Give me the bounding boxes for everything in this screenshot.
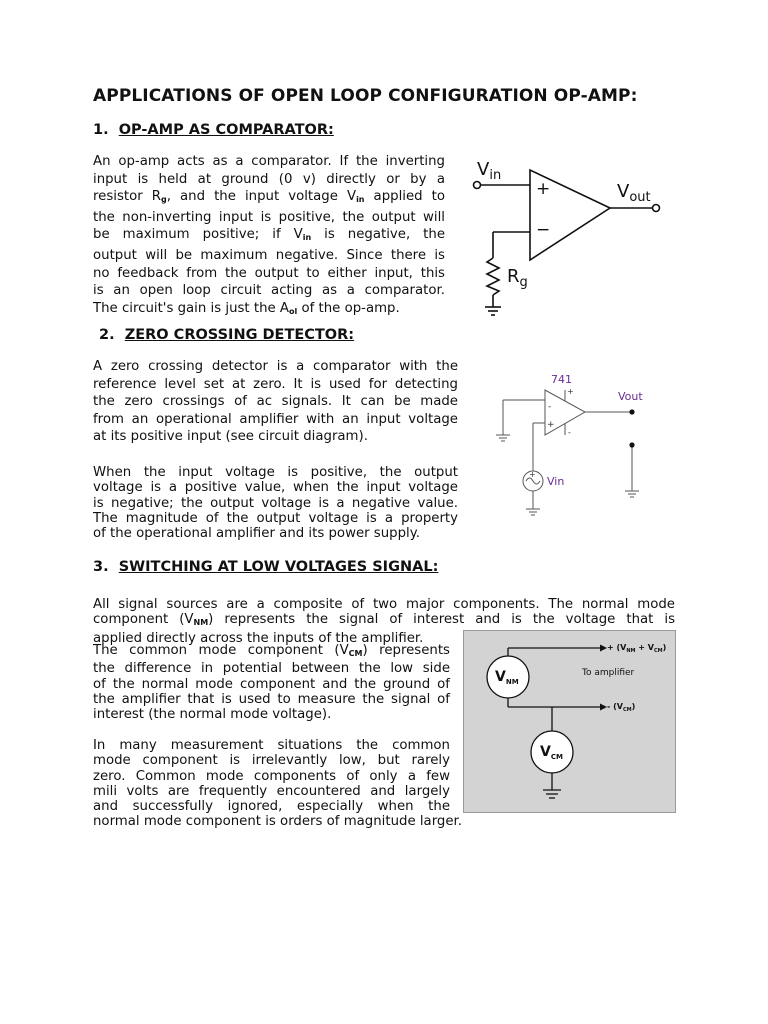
text-line: mili volts are frequently encountered and largely [93,783,450,799]
text-line: applied directly across the inputs of the amplifier. [93,630,424,646]
text-line: input is held at ground (0 v) directly or by a [93,171,445,187]
section-3-paragraph-2 [93,643,450,722]
text-line: be maximum positive; if $V_{in}$ is negative, the [93,227,445,243]
text-line: normal mode component is orders of magnitude larger. [93,814,463,830]
common-mode-diagram [463,630,676,813]
text-line: All signal sources are a composite of two major components. The normal mode [93,597,675,612]
text-line: In many measurement situations the common [93,738,450,753]
text-line: the amplifier that is used to measure the signal of [93,691,450,707]
supply-plus-sign: + [567,387,574,396]
text-line: component $(V_{NM})$ represents the signal of interest and is the voltage that is [93,612,675,628]
text-line: at its positive input (see circuit diagram). [93,429,368,445]
text-line: interest (the normal mode voltage). [93,707,332,723]
text-line: the non-inverting input is positive, the output will [93,209,445,225]
text-line: output will be maximum negative. Since there is [93,247,445,263]
section-3-paragraph-3 [93,738,463,830]
text-line: reference level set at zero. It is used for detecting [93,376,458,392]
section-1-number: 1. [93,122,109,138]
text-line: The circuit's gain is just the $A_{ol}$ of the op-amp. [93,300,400,316]
text-line: An op-amp acts as a comparator. If the inverting [93,154,445,169]
text-line: of the normal mode component and the ground of [93,676,450,692]
comparator-circuit-diagram [465,150,675,320]
section-2-paragraph-1 [93,358,458,446]
text-line: The common mode component $(V_{CM})$ represents [93,643,450,658]
section-2-number: 2. [99,327,115,343]
bottom-output-label: - $(V_{CM})$ [607,702,636,713]
vcm-source-symbol [531,731,573,773]
plus-sign: + [536,179,551,199]
text-line: no feedback from the output to either input, this [93,265,445,281]
vcm-label: $V_{CM}$ [540,744,563,761]
plus-sign: + [547,420,555,430]
figure-background [464,631,676,813]
vin-label: Vin [547,475,565,488]
supply-minus-sign: - [568,428,571,437]
text-line: When the input voltage is positive, the output [93,465,458,480]
text-line: A zero crossing detector is a comparator with the [93,359,458,374]
text-line: and successfully ignored, especially when the [93,799,450,815]
section-2-heading [99,327,354,343]
text-line: is negative; the output voltage is a negative value. [93,495,458,511]
minus-sign: − [536,220,551,240]
zero-crossing-circuit-diagram [490,365,670,525]
resistor-symbol [487,258,499,295]
text-line: the difference in potential between the low side [93,661,450,677]
text-line: of the operational amplifier and its power supply. [93,526,420,542]
source-plus-sign: + [529,470,536,479]
page-title: APPLICATIONS OF OPEN LOOP CONFIGURATION OP-AMP: [93,86,638,106]
text-line: voltage is a positive value, when the input voltage [93,480,458,496]
text-line: zero. Common mode components of only a few [93,768,450,784]
text-line: is an open loop circuit acting as a comparator. [93,283,445,299]
section-1-heading [93,122,334,138]
top-output-label: + $(V_{NM} + V_{CM})$ [607,643,667,654]
vnm-label: $V_{NM}$ [495,669,519,686]
to-amplifier-label: To amplifier [582,668,635,678]
rg-label: $R_g$ [507,266,528,290]
section-2-paragraph-2 [93,465,458,541]
vout-label: $V_{out}$ [617,181,651,205]
output-terminal [629,409,634,414]
section-3-title: SWITCHING AT LOW VOLTAGES SIGNAL: [118,559,439,575]
text-line: from an operational amplifier with an input voltage [93,411,458,427]
ground-terminal [629,442,634,447]
text-line: mode component is irrelevantly low, but rarely [93,753,450,769]
chip-label: 741 [551,373,572,386]
vout-label: Vout [618,390,643,403]
section-1-title: OP-AMP AS COMPARATOR: [118,122,334,138]
minus-sign: - [548,402,552,412]
text-line: The magnitude of the output voltage is a property [93,510,458,526]
vin-label: $V_{in}$ [477,159,502,183]
text-line: resistor $R_g$, and the input voltage $V_{in}$ applied to [93,189,445,205]
vnm-source-symbol [487,656,529,698]
section-3-heading [93,559,438,575]
section-1-paragraph [93,153,445,320]
section-3-number: 3. [93,559,109,575]
section-2-title: ZERO CROSSING DETECTOR: [124,327,355,343]
text-line: the zero crossings of ac signals. It can be made [93,394,458,410]
